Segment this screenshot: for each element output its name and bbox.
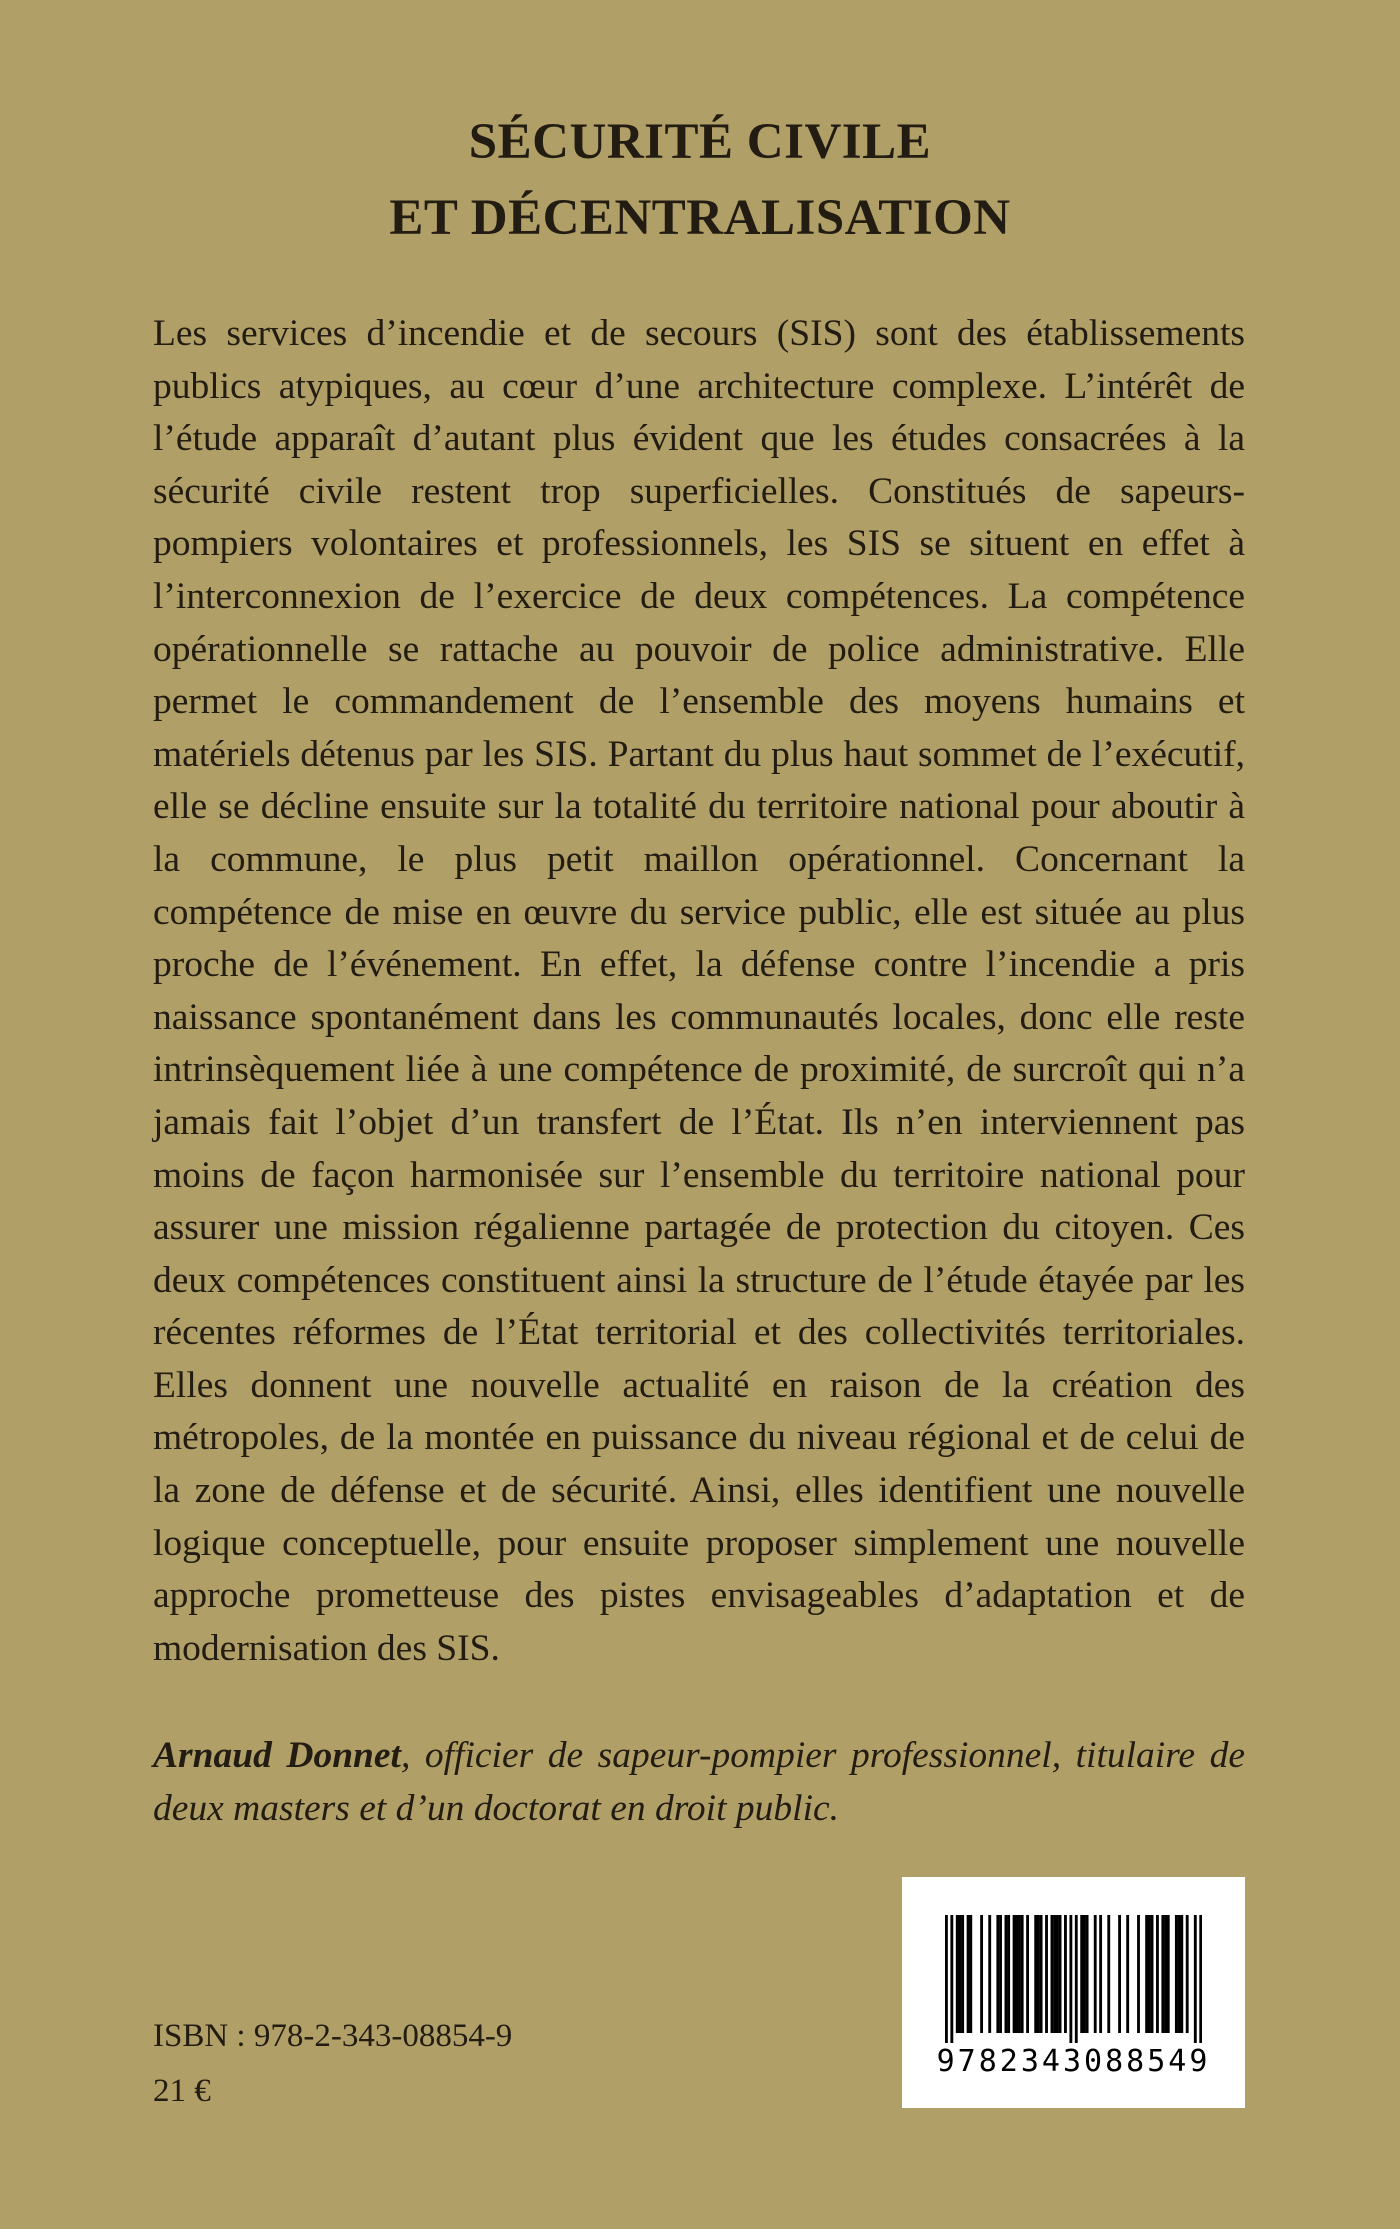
barcode-bars	[945, 1915, 1202, 2043]
barcode-bar	[1015, 1915, 1018, 2033]
barcode-bar	[1075, 1915, 1078, 2043]
barcode-bar	[1164, 1915, 1167, 2033]
barcode-bar	[1018, 1915, 1021, 2033]
barcode-bar	[1199, 1915, 1202, 2043]
barcode-bar	[1094, 1915, 1097, 2033]
barcode-bar	[1026, 1915, 1029, 2033]
barcode-bar	[1007, 1915, 1010, 2033]
barcode-bar	[1178, 1915, 1181, 2033]
barcode-bar	[999, 1915, 1002, 2033]
barcode-bar	[1107, 1915, 1110, 2033]
barcode-bar	[1145, 1915, 1148, 2033]
barcode-bar	[1040, 1915, 1043, 2033]
author-note	[153, 1730, 1245, 1835]
barcode-bar	[1059, 1915, 1062, 2033]
barcode-bar	[1069, 1915, 1072, 2043]
barcode-bar	[1148, 1915, 1151, 2033]
barcode-bar	[1034, 1915, 1037, 2033]
barcode-bar	[1099, 1915, 1102, 2033]
barcode-bar	[996, 1915, 999, 2033]
barcode-bar	[945, 1915, 948, 2043]
author-name: Arnaud Donnet	[153, 1735, 401, 1776]
barcode-bar	[1064, 1915, 1067, 2033]
title-line-1: SÉCURITÉ CIVILE	[468, 114, 932, 170]
barcode-bar	[1013, 1915, 1016, 2033]
price: 21 €	[153, 2073, 211, 2109]
isbn: ISBN : 978-2-343-08854-9	[153, 2018, 513, 2054]
barcode-bar	[1180, 1915, 1183, 2033]
barcode-bar	[967, 1915, 970, 2033]
author-description: , officier de sapeur-pompier professionnel, titulaire de deux masters et d’un doctorat en droit public.	[153, 1735, 1245, 1829]
barcode-bar	[1037, 1915, 1040, 2033]
barcode-digits: 9782343088549	[936, 2044, 1211, 2079]
barcode-bar	[959, 1915, 962, 2033]
barcode-bar	[961, 1915, 964, 2033]
barcode-bar	[1186, 1915, 1189, 2033]
barcode-bar	[1053, 1915, 1056, 2033]
barcode-bar	[1156, 1915, 1159, 2033]
barcode-bar	[950, 1915, 953, 2043]
barcode-bar	[1118, 1915, 1121, 2033]
title-line-2: ET DÉCENTRALISATION	[389, 190, 1011, 246]
barcode-bar	[1080, 1915, 1083, 2033]
barcode-bar	[1151, 1915, 1154, 2033]
barcode-bar	[969, 1915, 972, 2033]
barcode-bar	[980, 1915, 983, 2033]
barcode-bar	[1083, 1915, 1086, 2033]
barcode	[902, 1877, 1245, 2108]
book-title	[0, 104, 1400, 256]
barcode-bar	[1161, 1915, 1164, 2033]
barcode-bar	[1086, 1915, 1089, 2033]
barcode-bar	[1194, 1915, 1197, 2043]
barcode-bar	[1056, 1915, 1059, 2033]
barcode-bar	[988, 1915, 991, 2033]
barcode-bar	[1175, 1915, 1178, 2033]
barcode-bar	[1045, 1915, 1048, 2033]
barcode-bar	[956, 1915, 959, 2033]
barcode-bar	[1005, 1915, 1008, 2033]
barcode-bar	[1021, 1915, 1024, 2033]
barcode-bar	[1137, 1915, 1140, 2033]
barcode-bar	[1167, 1915, 1170, 2033]
barcode-bar	[1126, 1915, 1129, 2033]
barcode-bar	[1051, 1915, 1054, 2033]
back-cover-blurb: Les services d’incendie et de secours (SIS) sont des établissements publics atypiques, au cœur d’une architecture complexe. L’intérêt de l’étude apparaît d’autant plus évident que les études consacrées à la sécurité civile restent trop superficielles. Constitués de sapeurs-pompiers volontaires et professionnels, les SIS se situent en effet à l’interconnexion de l’exercice de deux compétences. La compétence opérationnelle se rattache au pouvoir de police administrative. Elle permet le commandement de l’ensemble des moyens humains et matériels détenus par les SIS. Partant du plus haut sommet de l’exécutif, elle se décline ensuite sur la totalité du territoire national pour aboutir à la commune, le plus petit maillon opérationnel. Concernant la compétence de mise en œuvre du service public, elle est située au plus proche de l’événement. En effet, la défense contre l’incendie a pris naissance spontanément dans les communautés locales, donc elle reste intrinsèquement liée à une compétence de proximité, de surcroît qui n’a jamais fait l’objet d’un transfert de l’État. Ils n’en interviennent pas moins de façon harmonisée sur l’ensemble du territoire national pour assurer une mission régalienne partagée de protection du citoyen. Ces deux compétences constituent ainsi la structure de l’étude étayée par les récentes réformes de l’État territorial et des collectivités territoriales. Elles donnent une nouvelle actualité en raison de la création des métropoles, de la montée en puissance du niveau régional et de celui de la zone de défense et de sécurité. Ainsi, elles identifient une nouvelle logique conceptuelle, pour ensuite proposer simplement une nouvelle approche prometteuse des pistes envisageables d’adaptation et de modernisation des SIS.	[153, 313, 1245, 1669]
